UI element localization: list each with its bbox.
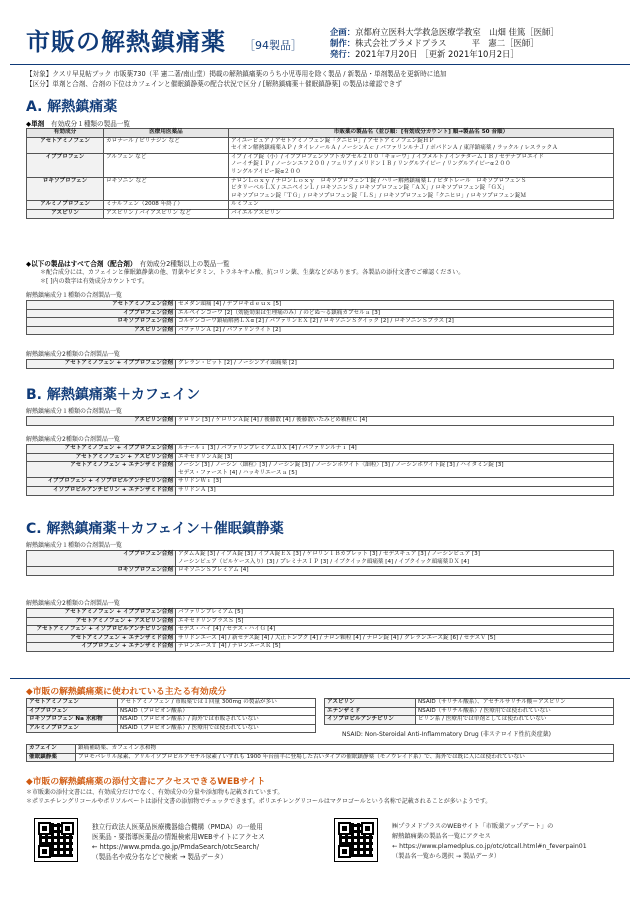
combo-products-cell: サリドンエース [4] / 新セデス錠 [4] / 大正トンプク [4] / ナロン顆粒 [4] / ナロン錠 [4] / グレランエース錠 [6] / セデスＶ [5] <box>176 634 614 643</box>
ingredient-desc: ブロモバレリル尿素、アリルイソプロピルアセチル尿素 / いずれも 1900 年台前半に登場した古いタイプの催眠鎮静薬（モノウレイド系）で、海外では既に人には使われていない <box>76 753 614 762</box>
header-divider <box>10 64 630 65</box>
page-title: 市販の解熱鎮痛薬 <box>26 28 226 56</box>
combo-notes <box>40 268 464 286</box>
rx-cell: アスピリン / バイアスピリン など <box>104 209 229 218</box>
table-row <box>27 201 614 210</box>
table-row <box>27 301 614 310</box>
qr-finder <box>361 822 374 835</box>
combo-note: ＊配合成分には、カフェインと催眠鎮静薬の他、胃薬やビタミン、トラネキサム酸、抗コリン薬、生薬などがあります。各製品の添付文書でご確認ください。 <box>40 269 465 276</box>
table-row <box>27 626 614 635</box>
table-row <box>27 137 614 153</box>
ingredients-left-table <box>26 698 316 733</box>
site-line: 独立行政法人医薬品医療機器総合機構（PMDA）の一般用 <box>92 823 263 831</box>
combo-products-cell: ルナールｉ [3] / バファリンプレミアムＤＸ [4] / バファリンルナｉ [4] <box>176 445 614 454</box>
qr-finder <box>61 822 74 835</box>
section-a-title: A. 解熱鎮痛薬 <box>26 99 118 115</box>
combo-products-cell: ノーシン [3] / ノーシン〈細粒〉[3] / ノーシン錠 [3] / ノーシンホワイト〈細粒〉[3] / ノーシンホワイト錠 [3] / ハイタミン錠 [3] セデス・ファースト [4] / ハッキリエースａ [5] <box>176 462 614 478</box>
ingredient-cell: イブプロフェン <box>27 153 104 177</box>
table-row <box>27 360 614 369</box>
website-note: ＊ポリエチレングリコールやポリソルベートは添付文書の添加物でチェックできます。ポリエチレングリコールはマクロゴールという名称で記載されることが多いようです。 <box>26 798 492 805</box>
combo-products-cell: ケロリン [3] / ケロリンＡ錠 [4] / 後藤散 [4] / 後藤散いたみどめ顆粒Ｃ [4] <box>176 417 614 426</box>
ingredient-name: エテンザミド <box>325 707 416 716</box>
combo-name-cell: イソプロピルアンチピリン + エテンザミド合剤 <box>27 486 176 495</box>
c-combo2-table <box>26 608 614 652</box>
plamedplus-qr-code[interactable] <box>334 818 378 862</box>
combo-products-cell: サリドンＡ [3] <box>176 486 614 495</box>
combo-name-cell: アセトアミノフェン + イソプロピルアンチピリン合剤 <box>27 626 176 635</box>
combo-name-cell: アセトアミノフェン + アスピリン合剤 <box>27 453 176 462</box>
ingredient-cell: アスピリン <box>27 209 104 218</box>
ingredients-title: ◆市販の解熱鎮痛薬に使われている主たる有効成分 <box>26 687 227 697</box>
site-line: 医薬品・要指導医薬品の情報検索用WEBサイトにアクセス <box>92 833 265 841</box>
combo-products-cell: セデス・ハイ [4] / セデス・ハイＧ [4] <box>176 626 614 635</box>
products-cell: アイユーピュア / アセトアミノフェン錠「クニヒロ」/ アセトアミノフェン錠ＨＰ セイオン解熱鎮痛薬ＡＰ / タイレノールＡ / ノーシンＡｃ / バファリンルナＪ / ポパドンＡ / 東洋鎮痛薬 / ラックル / レスラックＡ <box>229 137 614 153</box>
intro-notes <box>26 69 447 89</box>
table-row <box>27 567 614 576</box>
table-row <box>27 209 614 218</box>
table-row <box>27 753 614 762</box>
combo-name-cell: イブプロフェン合剤 <box>27 551 176 567</box>
table-row <box>27 551 614 567</box>
plamedplus-link[interactable]: ← https://www.plamedplus.co.jp/otc/otcall.html#n_feverpain01 <box>392 843 587 850</box>
b-combo2-table <box>26 444 614 496</box>
table-row <box>27 445 614 454</box>
section-c-title: C. 解熱鎮痛薬＋カフェイン＋催眠鎮静薬 <box>26 521 284 537</box>
c-combo2-label: 解熱鎮痛成分2種類の合剤製品一覧 <box>26 600 120 607</box>
products-cell: イブ / イブ錠（小）/ イブプロフェンソフトカプセル２００「キョーワ」/ イブメルト / インテタームＩＢ / セデナプロエイド ノーイチ錠ＩＰ / ノーシンエフ２００ / フェリア / メリドンＩＢ / リングルアイビー / リングルアイビーα２００ リングルアイビー錠α２００ <box>229 153 614 177</box>
section-divider <box>10 678 630 679</box>
table-row <box>27 318 614 327</box>
combo-name-cell: イブプロフェン合剤 <box>27 309 176 318</box>
combo-name-cell: アセトアミノフェン + イブプロフェン合剤 <box>27 360 176 369</box>
nsaid-footnote: NSAID: Non-Steroidal Anti-Inflammatory Drug (非ステロイド性抗炎症薬) <box>342 731 551 738</box>
credit-text: 2021年7月20日 ［更新 2021年10月2日］ <box>355 49 519 59</box>
single-ingredient-table <box>26 128 614 219</box>
qr-finder <box>38 822 51 835</box>
table-row <box>27 453 614 462</box>
table-row <box>27 716 316 725</box>
ingredient-name: ロキソプロフェン Na 水和物 <box>27 716 118 725</box>
table-row <box>27 724 316 733</box>
table-header-row <box>27 129 614 138</box>
combo-note: ＊[ ]内の数字は有効成分カウントです。 <box>40 278 149 285</box>
a-combo2-table <box>26 359 614 369</box>
table-row <box>27 643 614 652</box>
combo-products-cell: サリドンＷｉ [3] <box>176 478 614 487</box>
rx-cell: ロキソニン など <box>104 177 229 201</box>
ingredients-right-table <box>324 698 614 725</box>
table-row <box>27 462 614 478</box>
pmda-qr-code[interactable] <box>34 818 78 862</box>
combo-products-cell: バファリンプレミアム [5] <box>176 609 614 618</box>
a-combo2-label: 解熱鎮痛成分2種類の合剤製品一覧 <box>26 351 120 358</box>
table-row <box>27 486 614 495</box>
c-combo1-label: 解熱鎮痛成分１種類の合剤製品一覧 <box>26 542 123 549</box>
rx-cell: ミナルフェン（2008 年終了） <box>104 201 229 210</box>
combo-name-cell: アセトアミノフェン + エテンザミド合剤 <box>27 634 176 643</box>
site-line: （製品名一覧から選択 → 製品データ） <box>392 853 501 860</box>
ingredient-desc: NSAID（プロピオン酸系） <box>118 707 316 716</box>
products-cell: バイエルアスピリン <box>229 209 614 218</box>
credit-label: 発行： <box>330 49 356 59</box>
table-row <box>27 309 614 318</box>
column-header: 有効成分 <box>27 129 104 138</box>
ingredient-name: 催眠鎮静薬 <box>27 753 76 762</box>
note-target: 【対象】クスリ早見帖ブック 市販薬730（平 憲二著/南山堂）掲載の解熱鎮痛薬のうち小児専用を除く製品 / 新製品・単剤製品を更新時に追加 <box>26 70 447 78</box>
combo-name-cell: アセトアミノフェン + イブプロフェン合剤 <box>27 609 176 618</box>
ingredient-desc: NSAID（プロピオン酸系）/ 海外では市販されていない <box>118 716 316 725</box>
ingredient-name: イソプロピルアンチピリン <box>325 716 416 725</box>
ingredient-cell: アルミノプロフェン <box>27 201 104 210</box>
combo-heading <box>26 258 230 268</box>
combo-products-cell: エキセドリンＡ錠 [3] <box>176 453 614 462</box>
products-cell: ルミフェン <box>229 201 614 210</box>
table-row <box>27 326 614 335</box>
column-header: 市販薬の製品名（並び順：[有効成分カウント] 順→製品名 50 音順） <box>229 129 614 138</box>
qr-finder <box>338 845 351 858</box>
combo-name-cell: アスピリン合剤 <box>27 326 176 335</box>
website-note: ＊市販薬の添付文書には、有効成分だけでなく、有効成分の分量や添加物も記載されています。 <box>26 789 284 796</box>
credits <box>330 27 559 60</box>
single-heading-sub: 有効成分１種類の製品一覧 <box>50 120 130 128</box>
ingredient-name: アルミノプロフェン <box>27 724 118 733</box>
header <box>0 0 640 66</box>
b-combo1-table <box>26 416 614 426</box>
qr-finder <box>38 845 51 858</box>
credit-label: 企画： <box>330 27 356 37</box>
b-combo2-label: 解熱鎮痛成分2種類の合剤製品一覧 <box>26 436 120 443</box>
combo-name-cell: ロキソプロフェン合剤 <box>27 318 176 327</box>
table-row <box>27 707 316 716</box>
combo-heading-sub: 有効成分2種類以上の製品一覧 <box>139 260 230 268</box>
combo-name-cell: アセトアミノフェン + エテンザミド合剤 <box>27 462 176 478</box>
ingredient-name: カフェイン <box>27 745 76 754</box>
pmda-site-text <box>92 822 265 862</box>
websites-title: ◆市販の解熱鎮痛薬の添付文書にアクセスできるWEBサイト <box>26 777 266 787</box>
c-combo1-table <box>26 550 614 576</box>
pmda-link[interactable]: ← https://www.pmda.go.jp/PmdaSearch/otcSearch/ <box>92 843 259 851</box>
product-count-badge: ［94製品］ <box>244 39 302 52</box>
table-row <box>27 609 614 618</box>
combo-products-cell: グレラン・ビット [2] / ノーシンアイ頭痛薬 [2] <box>176 360 614 369</box>
table-row <box>27 699 316 708</box>
ingredient-name: イブプロフェン <box>27 707 118 716</box>
table-row <box>27 417 614 426</box>
table-row <box>27 153 614 177</box>
ingredient-desc: アセトアミノフェン / 市販薬では１回量 300mg の製品が多い <box>118 699 316 708</box>
site-line: 解熱鎮痛薬の製品名一覧にアクセス <box>392 833 491 840</box>
ingredient-desc: NSAID（サリチル酸系）/ 医療用では使われていない <box>416 707 614 716</box>
combo-products-cell: アダムＡ錠 [3] / イブＡ錠 [3] / イブＡ錠ＥＸ [3] / ケロリンＩＢカプレット [3] / セデスキュア [3] / ノーシンピュア [3] ノーシンピュア（ビルケース入り）[3] / プレミナスＩＰ [3] / イブクイック頭痛薬 [4] / イブクイック頭痛薬ＤＸ [4] <box>176 551 614 567</box>
a-combo1-table <box>26 300 614 335</box>
combo-products-cell: エルペインコーワ [2]（効能効果は生理痛のみ）/ のどぬ～る鎮痛カプセルａ [3] <box>176 309 614 318</box>
table-row <box>27 634 614 643</box>
credit-label: 制作： <box>330 38 356 48</box>
a-combo1-label: 解熱鎮痛成分１種類の合剤製品一覧 <box>26 292 123 299</box>
ingredient-cell: ロキソプロフェン <box>27 177 104 201</box>
qr-finder <box>338 822 351 835</box>
ingredient-name: アセトアミノフェン <box>27 699 118 708</box>
rx-cell: ブルフェン など <box>104 153 229 177</box>
combo-name-cell: アセトアミノフェン + イブプロフェン合剤 <box>27 445 176 454</box>
websites-notes <box>26 788 491 806</box>
b-combo1-label: 解熱鎮痛成分１種類の合剤製品一覧 <box>26 408 123 415</box>
table-row <box>27 478 614 487</box>
table-row <box>325 699 614 708</box>
combo-name-cell: ロキソプロフェン合剤 <box>27 567 176 576</box>
combo-name-cell: アスピリン合剤 <box>27 417 176 426</box>
ingredients-bottom-table <box>26 744 614 762</box>
single-heading-label: ◆単剤 <box>26 120 45 128</box>
combo-name-cell: イブプロフェン + イソプロピルアンチピリン合剤 <box>27 478 176 487</box>
column-header: 医療用医薬品 <box>104 129 229 138</box>
table-row <box>27 617 614 626</box>
combo-name-cell: アセトアミノフェン + アスピリン合剤 <box>27 617 176 626</box>
ingredient-cell: アセトアミノフェン <box>27 137 104 153</box>
ingredient-desc: 鎮痛補助薬、カフェイン水和物 <box>76 745 614 754</box>
plamedplus-site-text <box>392 822 587 862</box>
combo-heading-label: ◆以下の製品はすべて合剤（配合剤） <box>26 260 134 268</box>
table-row <box>325 716 614 725</box>
ingredient-desc: NSAID（サリチル酸系）、アセチルサリチル酸＝アスピリン <box>416 699 614 708</box>
ingredient-desc: ピリン系 / 医療用では単剤としては使われていない <box>416 716 614 725</box>
ingredient-desc: NSAID（プロピオン酸系）/ 医療用では使われていない <box>118 724 316 733</box>
combo-name-cell: イブプロフェン + エテンザミド合剤 <box>27 643 176 652</box>
combo-products-cell: コルゲンコーワ鎮痛解熱ＬＸα [2] / バファリンＥＸ [2] / ロキソニンＳクイック [2] / ロキソニンＳプラス [2] <box>176 318 614 327</box>
credit-text: 株式会社プラメドプラス 平 憲二［医師］ <box>355 38 539 48</box>
combo-products-cell: エキセドリンプラスＳ [5] <box>176 617 614 626</box>
combo-name-cell: アセトアミノフェン合剤 <box>27 301 176 310</box>
ingredient-name: アスピリン <box>325 699 416 708</box>
combo-products-cell: セメダン頭痛 [4] / デプロキｄｅｕｘ [5] <box>176 301 614 310</box>
section-b-title: B. 解熱鎮痛薬＋カフェイン <box>26 387 201 403</box>
products-cell: ナロンＬｏｘｙ / ナロンＬｏｘｙ ロキソプロフェンＴ錠 / ハリー解熱鎮痛薬Ｌ / ピタトレール ロキソプロフェンＳ ビタリーベルＬＸ / ユニペインＬ / ロキソニンＳ / ロキソプロフェン錠「ＡＸ」/ ロキソプロフェン錠「ＧＸ」 ロキソプロフェン錠「ＴＧ」/ ロキソプロフェン錠「ＬＳ」/ ロキソプロフェン錠「クニヒロ」/ ロキソプロフェン錠Ｍ <box>229 177 614 201</box>
table-row <box>325 707 614 716</box>
site-line: （製品名や成分名などで検索 → 製品データ） <box>92 853 227 861</box>
note-category: 【区分】単剤と合剤、合剤の下位はカフェインと催眠鎮静薬の配合状況で区分 / [解熱鎮痛薬＋催眠鎮静薬] の製品は確認できず <box>26 80 402 88</box>
table-row <box>27 177 614 201</box>
combo-products-cell: ロキソニンＳプレミアム [4] <box>176 567 614 576</box>
combo-products-cell: ナロンエースＴ [4] / ナロンエースＲ [5] <box>176 643 614 652</box>
credit-text: 京都府立医科大学救急医療学教室 山畑 佳篤［医師］ <box>355 27 559 37</box>
combo-products-cell: バファリンＡ [2] / バファリンライト [2] <box>176 326 614 335</box>
table-row <box>27 745 614 754</box>
site-line: ㈱プラメドプラスのWEBサイト「市販薬アップデート」の <box>392 823 554 830</box>
rx-cell: カロナール / ピリナジン など <box>104 137 229 153</box>
single-heading <box>26 118 130 128</box>
